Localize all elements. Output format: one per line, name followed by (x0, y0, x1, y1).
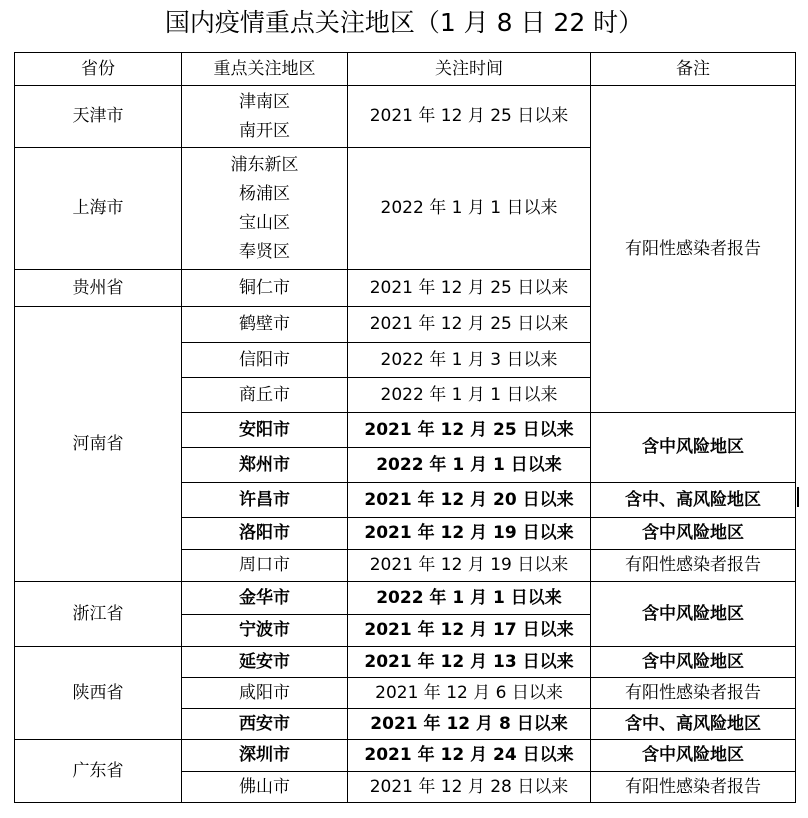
time-cell: 2022 年 1 月 3 日以来 (348, 343, 591, 378)
page-title: 国内疫情重点关注地区（1 月 8 日 22 时） (164, 8, 644, 37)
area-cell: 铜仁市 (182, 270, 348, 307)
area-cell: 咸阳市 (182, 678, 348, 709)
header-province: 省份 (15, 53, 182, 86)
table-row (15, 647, 796, 678)
province-cell: 贵州省 (15, 270, 182, 307)
note-cell: 有阳性感染者报告 (591, 678, 796, 709)
area-cell: 西安市 (182, 709, 348, 740)
header-note: 备注 (591, 53, 796, 86)
time-cell: 2022 年 1 月 1 日以来 (348, 378, 591, 413)
time-cell: 2021 年 12 月 25 日以来 (348, 307, 591, 343)
time-cell: 2021 年 12 月 28 日以来 (348, 772, 591, 803)
note-cell: 含中风险地区 (591, 518, 796, 550)
note-cell: 含中风险地区 (591, 740, 796, 772)
area-cell: 商丘市 (182, 378, 348, 413)
table-row (15, 86, 796, 148)
time-cell: 2021 年 12 月 19 日以来 (348, 550, 591, 582)
area-cell: 信阳市 (182, 343, 348, 378)
area-cell (182, 148, 348, 270)
time-cell: 2022 年 1 月 1 日以来 (348, 148, 591, 270)
header-time: 关注时间 (348, 53, 591, 86)
focus-areas-table (14, 52, 796, 803)
area-name: 宝山区 (239, 212, 290, 233)
area-name: 津南区 (239, 91, 290, 112)
area-cell: 金华市 (182, 582, 348, 615)
text-cursor-mark (797, 487, 799, 507)
area-name: 杨浦区 (239, 183, 290, 204)
time-cell: 2022 年 1 月 1 日以来 (348, 582, 591, 615)
area-name: 南开区 (239, 120, 290, 141)
area-name: 浦东新区 (230, 154, 299, 175)
header-area: 重点关注地区 (182, 53, 348, 86)
area-cell: 深圳市 (182, 740, 348, 772)
province-cell: 浙江省 (15, 582, 182, 647)
area-cell: 许昌市 (182, 483, 348, 518)
time-cell: 2021 年 12 月 8 日以来 (348, 709, 591, 740)
note-cell: 含中、高风险地区 (591, 483, 796, 518)
table-header-row (15, 53, 796, 86)
time-cell: 2021 年 12 月 13 日以来 (348, 647, 591, 678)
time-cell: 2022 年 1 月 1 日以来 (348, 448, 591, 483)
time-cell: 2021 年 12 月 20 日以来 (348, 483, 591, 518)
note-cell: 含中风险地区 (591, 582, 796, 647)
area-cell: 郑州市 (182, 448, 348, 483)
time-cell: 2021 年 12 月 25 日以来 (348, 270, 591, 307)
note-cell: 含中、高风险地区 (591, 709, 796, 740)
province-cell: 上海市 (15, 148, 182, 270)
province-cell: 河南省 (15, 307, 182, 582)
time-cell: 2021 年 12 月 25 日以来 (348, 86, 591, 148)
area-cell: 安阳市 (182, 413, 348, 448)
area-cell: 宁波市 (182, 615, 348, 647)
area-cell: 鹤壁市 (182, 307, 348, 343)
note-cell: 有阳性感染者报告 (591, 86, 796, 413)
area-name: 奉贤区 (239, 241, 290, 262)
province-cell: 天津市 (15, 86, 182, 148)
province-cell: 陕西省 (15, 647, 182, 740)
time-cell: 2021 年 12 月 19 日以来 (348, 518, 591, 550)
area-cell: 延安市 (182, 647, 348, 678)
area-cell (182, 86, 348, 148)
province-cell: 广东省 (15, 740, 182, 803)
time-cell: 2021 年 12 月 24 日以来 (348, 740, 591, 772)
note-cell: 有阳性感染者报告 (591, 772, 796, 803)
area-cell: 佛山市 (182, 772, 348, 803)
note-cell: 含中风险地区 (591, 647, 796, 678)
table-row (15, 582, 796, 615)
note-cell: 有阳性感染者报告 (591, 550, 796, 582)
time-cell: 2021 年 12 月 17 日以来 (348, 615, 591, 647)
time-cell: 2021 年 12 月 6 日以来 (348, 678, 591, 709)
area-cell: 洛阳市 (182, 518, 348, 550)
time-cell: 2021 年 12 月 25 日以来 (348, 413, 591, 448)
note-cell: 含中风险地区 (591, 413, 796, 483)
area-cell: 周口市 (182, 550, 348, 582)
table-row (15, 740, 796, 772)
